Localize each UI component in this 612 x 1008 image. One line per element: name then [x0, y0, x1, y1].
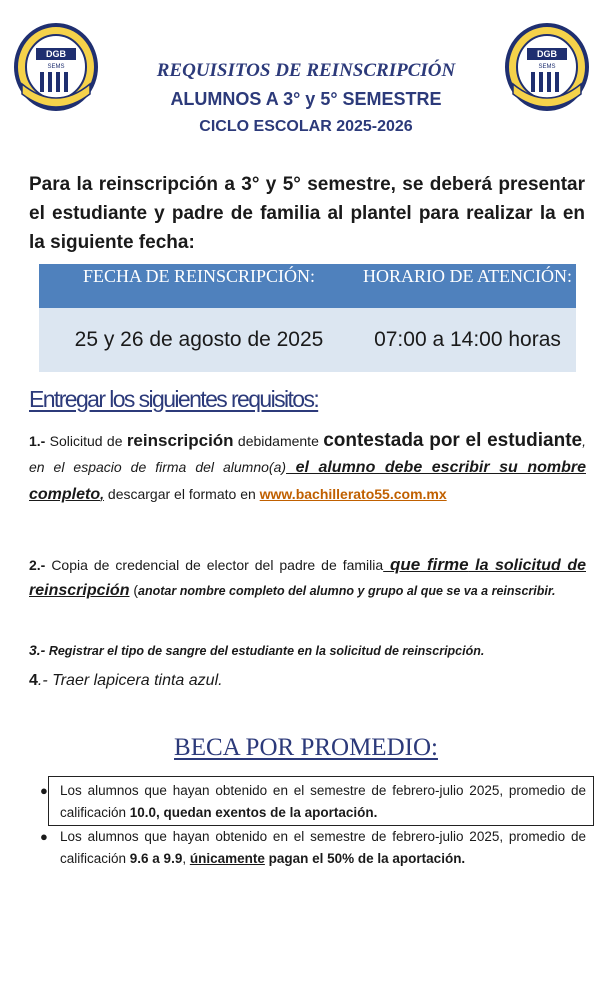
requirement-text: , en el espacio de firma del alumno(a)	[29, 433, 586, 475]
requirement-1	[29, 428, 586, 508]
logo-subtext: SEMS	[538, 64, 556, 70]
bullet-icon: ●	[40, 783, 48, 798]
beca-text: Los alumnos que hayan obtenido en el semestre de febrero-julio 2025, promedio de calificación	[60, 783, 586, 820]
page-title: REQUISITOS DE REINSCRIPCIÓN	[156, 60, 456, 81]
school-crest-left	[14, 22, 98, 112]
requirement-text: descargar el formato en	[104, 486, 260, 502]
requirement-2	[29, 553, 586, 603]
date-header: FECHA DE REINSCRIPCIÓN:	[39, 264, 359, 308]
requirement-text: Solicitud de	[45, 433, 127, 449]
hours-header: HORARIO DE ATENCIÓN:	[359, 264, 576, 308]
requirement-text: (	[129, 582, 139, 598]
date-cell: 25 y 26 de agosto de 2025	[39, 308, 359, 372]
logo-subtext: SEMS	[47, 64, 65, 70]
requirement-text: reinscripción	[126, 431, 234, 450]
page-subtitle: ALUMNOS A 3° y 5° SEMESTRE	[170, 89, 442, 109]
requirement-text: anotar nombre completo del alumno y grupo al que se va a reinscribir.	[138, 584, 556, 598]
logo-text: DGB	[537, 49, 557, 59]
beca-text: pagan el 50% de la aportación.	[264, 851, 466, 866]
beca-text: ,	[182, 851, 190, 866]
intro-paragraph: Para la reinscripción a 3° y 5° semestre, se deberá presentar el estudiante y padre de familia al plantel para realizar la en la siguiente fecha:	[29, 174, 585, 253]
schedule-table	[39, 264, 576, 372]
school-crest-right	[505, 22, 589, 112]
beca-text: 10.0, quedan exentos de la aportación.	[129, 805, 378, 820]
requirement-number: 1.-	[29, 433, 46, 449]
requirement-4	[29, 668, 586, 694]
website-link[interactable]: www.bachillerato55.com.mx	[259, 486, 447, 502]
requirement-text: ,	[100, 486, 105, 502]
beca-item-1	[40, 780, 586, 824]
beca-text: 9.6 a 9.9	[129, 851, 183, 866]
bullet-icon: ●	[40, 829, 48, 844]
school-cycle: CICLO ESCOLAR 2025-2026	[199, 118, 413, 135]
requirement-number: 3.-	[29, 642, 46, 658]
requirement-text: Registrar el tipo de sangre del estudiante en la solicitud de reinscripción.	[45, 644, 485, 658]
requirement-text: contestada por el estudiante	[323, 430, 583, 451]
beca-title: BECA POR PROMEDIO:	[174, 734, 438, 761]
hours-cell: 07:00 a 14:00 horas	[359, 308, 576, 372]
requirement-number: 2.-	[29, 557, 46, 573]
beca-text: Los alumnos que hayan obtenido en el semestre de febrero-julio 2025, promedio de calificación	[60, 829, 586, 866]
requirement-3	[29, 637, 586, 664]
logo-text: DGB	[46, 49, 66, 59]
requirement-text: Copia de credencial de elector del padre de familia	[45, 557, 384, 573]
requirement-number: 4	[29, 672, 38, 689]
requirement-text: el alumno debe escribir su nombre completo	[29, 459, 586, 503]
beca-item-2	[40, 826, 586, 870]
requirement-text: debidamente	[233, 433, 324, 449]
requirement-text: .- Traer lapicera tinta azul.	[37, 672, 223, 689]
requirements-title: Entregar los siguientes requisitos:	[29, 386, 319, 412]
beca-text: únicamente	[189, 851, 265, 866]
requirement-text: la solicitud de reinscripción	[29, 557, 586, 599]
requirement-text: que firme	[383, 555, 469, 574]
